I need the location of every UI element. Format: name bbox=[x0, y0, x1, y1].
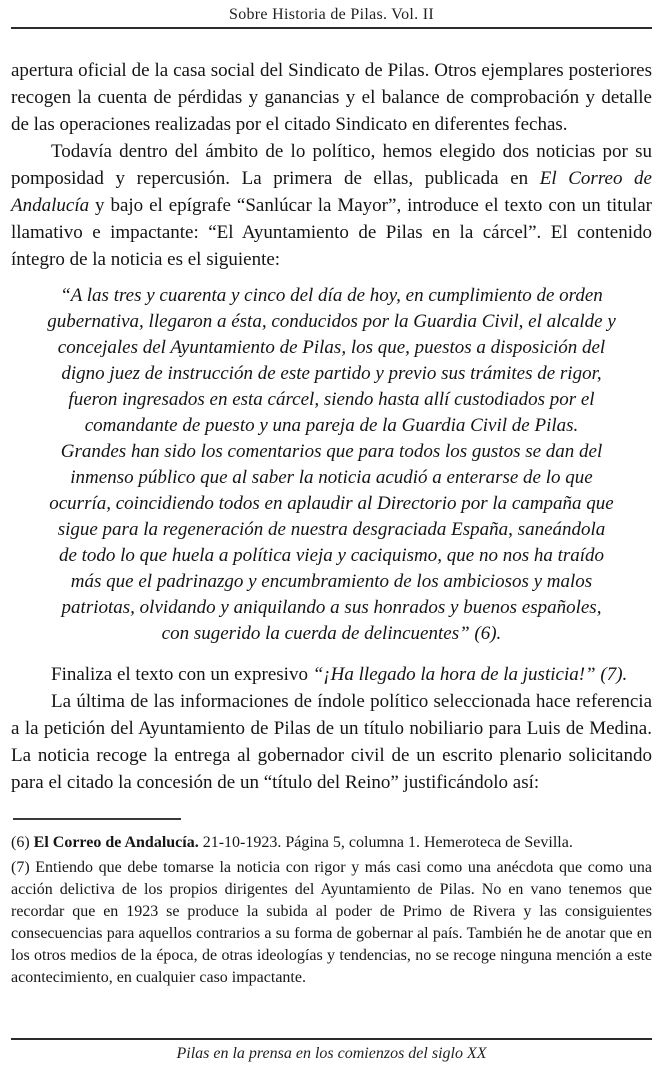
exclamation-quote-italic: “¡Ha llegado la hora de la justicia!” (7). bbox=[312, 664, 628, 685]
paragraph-finaliza bbox=[11, 661, 652, 688]
quote-line: más que el padrinazgo y encumbramiento de los ambiciosos y malos bbox=[70, 571, 593, 592]
footnote-7: (7) Entiendo que debe tomarse la noticia con rigor y más casi como una anécdota que como una acción delictiva de los propios dirigentes del Ayuntamiento de Pilas. No en vano tenemos que recordar que en 1923 se produce la subida al poder de Primo de Rivera y las consiguientes consecuencias para aquellos contrarios a su forma de gobernar al país. También he de anotar que en los otros medios de la época, de otras ideologías y tendencias, no se recoge ninguna mención a este acontecimiento, en cualquier caso impactante. bbox=[11, 859, 652, 986]
paragraph-todavia bbox=[11, 138, 652, 273]
paragraph-text: Todavía dentro del ámbito de lo político, hemos elegido dos noticias por su pomposidad y repercusión. La primera de ellas, publicada en bbox=[11, 141, 652, 189]
paragraph-ultima: La última de las informaciones de índole político seleccionada hace referencia a la petición del Ayuntamiento de Pilas de un título nobiliario para Luis de Medina. La noticia recoge la entrega al gobernador civil de un escrito plenario solicitando para el citado la concesión de un “título del Reino” justificándolo así: bbox=[11, 691, 652, 793]
paragraph-continuation: apertura oficial de la casa social del Sindicato de Pilas. Otros ejemplares posteriores recogen la cuenta de pérdidas y ganancias y el balance de comprobación y detalle de las operaciones realizadas por el citado Sindicato en diferentes fechas. bbox=[11, 60, 652, 135]
quote-line: patriotas, olvidando y aniquilando a sus honrados y buenos españoles, bbox=[61, 597, 602, 618]
footnote-6 bbox=[11, 832, 652, 854]
footnote-source-bold: El Correo de Andalucía. bbox=[33, 834, 199, 851]
page-footer bbox=[11, 1038, 652, 1064]
paragraph-text: y bajo el epígrafe “Sanlúcar la Mayor”, introduce el texto con un titular llamativo e impactante: “El Ayuntamiento de Pilas en la cárcel”. El contenido íntegro de la noticia es el siguiente: bbox=[11, 195, 652, 270]
quote-line: sigue para la regeneración de nuestra desgraciada España, saneándola bbox=[57, 519, 606, 540]
footer-rule bbox=[11, 1038, 652, 1040]
quote-line: fueron ingresados en esta cárcel, siendo hasta allí custodiados por el bbox=[68, 389, 595, 410]
quote-line: comandante de puesto y una pareja de la Guardia Civil de Pilas. bbox=[84, 415, 579, 436]
quote-line: “A las tres y cuarenta y cinco del día de hoy, en cumplimiento de orden bbox=[60, 285, 603, 306]
quote-line: inmenso público que al saber la noticia acudió a enterarse de lo que bbox=[70, 467, 593, 488]
quote-line: ocurría, coincidiendo todos en aplaudir al Directorio por la campaña que bbox=[49, 493, 614, 514]
running-head-title: Sobre Historia de Pilas. Vol. II bbox=[229, 6, 434, 23]
page-header bbox=[11, 5, 652, 29]
newspaper-name-italic: El Correo de Andalucía bbox=[11, 168, 652, 216]
footer-chapter-title: Pilas en la prensa en los comienzos del siglo XX bbox=[176, 1045, 487, 1062]
quote-line: digno juez de instrucción de este partido y previo sus trámites de rigor, bbox=[61, 363, 602, 384]
quote-line: Grandes han sido los comentarios que para todos los gustos se dan del bbox=[60, 441, 603, 462]
quote-line: gubernativa, llegaron a ésta, conducidos por la Guardia Civil, el alcalde y bbox=[47, 311, 616, 332]
quote-line: con sugerido la cuerda de delincuentes” (6). bbox=[161, 623, 502, 644]
quote-line: de todo lo que huela a política vieja y caciquismo, que no nos ha traído bbox=[58, 545, 605, 566]
footnote-text: 21-10-1923. Página 5, columna 1. Hemeroteca de Sevilla. bbox=[198, 834, 573, 851]
news-quotation-block bbox=[11, 283, 652, 647]
quote-line: concejales del Ayuntamiento de Pilas, los que, puestos a disposición del bbox=[57, 337, 606, 358]
footnote-separator-rule bbox=[13, 818, 181, 820]
footnotes-section bbox=[11, 796, 652, 989]
page-body bbox=[11, 29, 652, 796]
footnote-number: (6) bbox=[11, 834, 34, 851]
paragraph-text: Finaliza el texto con un expresivo bbox=[51, 664, 313, 685]
